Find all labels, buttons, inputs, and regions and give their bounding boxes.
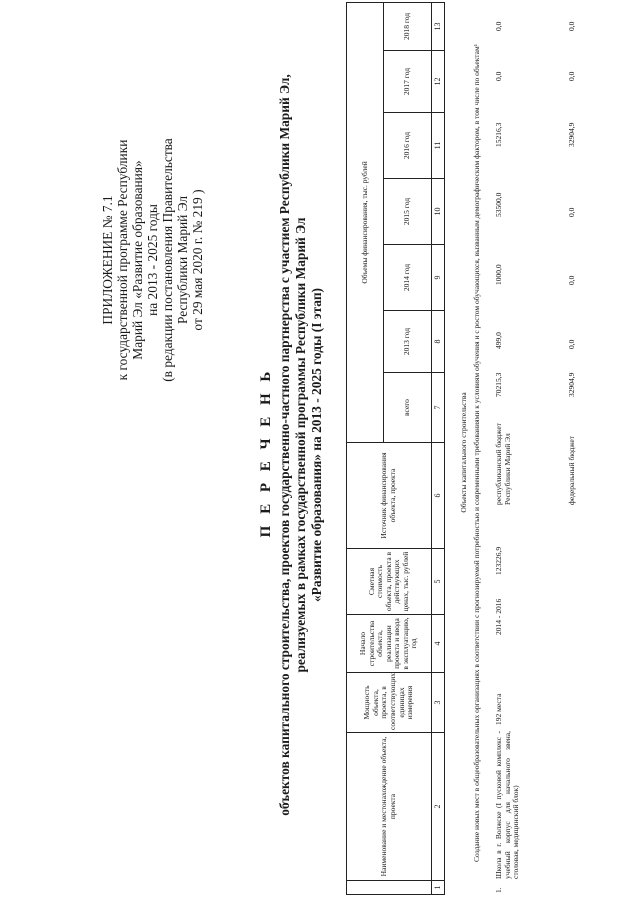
header-cell-name: Наименование и местонахождение объекта, проекта	[347, 733, 432, 881]
funding-2014: 1000,0	[494, 264, 503, 285]
appendix-date: от 29 мая 2020 г. № 219 )	[190, 189, 205, 331]
funding-2014: 0,0	[567, 275, 576, 285]
subtitle-line: «Развитие образования» на 2013 - 2025 годы (I этап)	[309, 287, 324, 603]
subtitle-line: реализуемых в рамках государственной программы Республики Марий Эл	[293, 217, 308, 673]
funding-total: 32904,9	[567, 372, 576, 397]
column-number: 5	[432, 549, 445, 615]
column-number: 10	[432, 179, 445, 245]
column-number: 11	[432, 113, 445, 179]
object-capacity: 192 места	[494, 693, 503, 725]
funding-2013: 499,0	[494, 332, 503, 349]
column-number: 9	[432, 245, 445, 311]
object-cost: 123226,9	[494, 546, 503, 575]
column-number: 8	[432, 311, 445, 373]
column-number: 13	[432, 2, 445, 50]
funding-source: республиканский бюджет Республики Марий Эл	[494, 423, 512, 505]
document-title: П Е Р Е Ч Е Н Ь	[258, 367, 274, 538]
header-cell-year: 2016 год	[384, 113, 432, 179]
funding-2017: 0,0	[567, 71, 576, 81]
appendix-line: Марий Эл «Развитие образования»	[130, 160, 145, 360]
object-name: Школа в г. Волжске (I пусковой комплекс - учебный корпус для начального звена, столовая, медицинский блок)	[494, 731, 521, 879]
appendix-line: Республики Марий Эл	[175, 195, 190, 325]
appendix-title: ПРИЛОЖЕНИЕ № 7.1	[100, 195, 115, 325]
header-cell-cost: Сметная стоимость объекта, проекта в действующих ценах, тыс. рублей	[347, 549, 432, 615]
column-number: 12	[432, 51, 445, 113]
funding-2018: 0,0	[494, 21, 503, 31]
appendix-line: к государственной программе Республики	[115, 139, 130, 381]
funding-2015: 0,0	[567, 207, 576, 217]
funding-2015: 53500,0	[494, 192, 503, 217]
header-cell-period: Начало строительства объекта, реализации проекта и ввода в эксплуатацию, год	[347, 615, 432, 673]
header-cell-year: 2014 год	[384, 245, 432, 311]
column-number: 7	[432, 373, 445, 443]
funding-total: 70215,3	[494, 372, 503, 397]
funding-2017: 0,0	[494, 71, 503, 81]
table-row	[495, 3, 615, 893]
header-cell-total: всего	[384, 373, 432, 443]
object-period: 2014 - 2016	[494, 598, 503, 635]
column-number: 4	[432, 615, 445, 673]
column-number: 1	[432, 881, 445, 895]
column-number: 2	[432, 733, 445, 881]
table-row	[567, 3, 597, 893]
header-cell-source: Источник финансирования объекта, проекта	[347, 443, 432, 549]
subtitle-line: объектов капитального строительства, проектов государственно-частного партнерства с участием Республики Марий Эл,	[277, 74, 292, 816]
header-cell-year: 2018 год	[384, 2, 432, 50]
header-cell-capacity: Мощность объекта, проекта, в соответствующих единицах измерения	[347, 673, 432, 733]
appendix-block	[100, 110, 205, 410]
funding-2016: 15216,3	[494, 122, 503, 147]
header-cell-year: 2015 год	[384, 179, 432, 245]
document-subtitle	[277, 25, 325, 865]
funding-2013: 0,0	[567, 339, 576, 349]
row-number: 1.	[494, 887, 503, 893]
funding-2018: 0,0	[567, 21, 576, 31]
header-cell-year: 2017 год	[384, 51, 432, 113]
header-cell-financing: Объемы финансирования, тыс. рублей	[347, 2, 384, 442]
objects-table	[346, 2, 445, 895]
header-cell-number	[347, 881, 432, 895]
appendix-line: на 2013 - 2025 годы	[145, 204, 160, 316]
section-description: Создание новых мест в общеобразовательных организациях в соответствии с прогнозируемой потребностью и современными требованиями к условиям обучения и с ростом обучающихся, вызванным демографическим фактором, в том числе по объектам¹	[472, 44, 481, 863]
header-cell-year: 2013 год	[384, 311, 432, 373]
funding-source: федеральный бюджет	[567, 435, 576, 505]
column-number-row	[432, 2, 445, 894]
funding-2016: 32904,9	[567, 122, 576, 147]
appendix-line: (в редакции постановления Правительства	[160, 138, 175, 382]
section-title: Объекты капитального строительства	[459, 392, 468, 513]
column-number: 6	[432, 443, 445, 549]
column-number: 3	[432, 673, 445, 733]
